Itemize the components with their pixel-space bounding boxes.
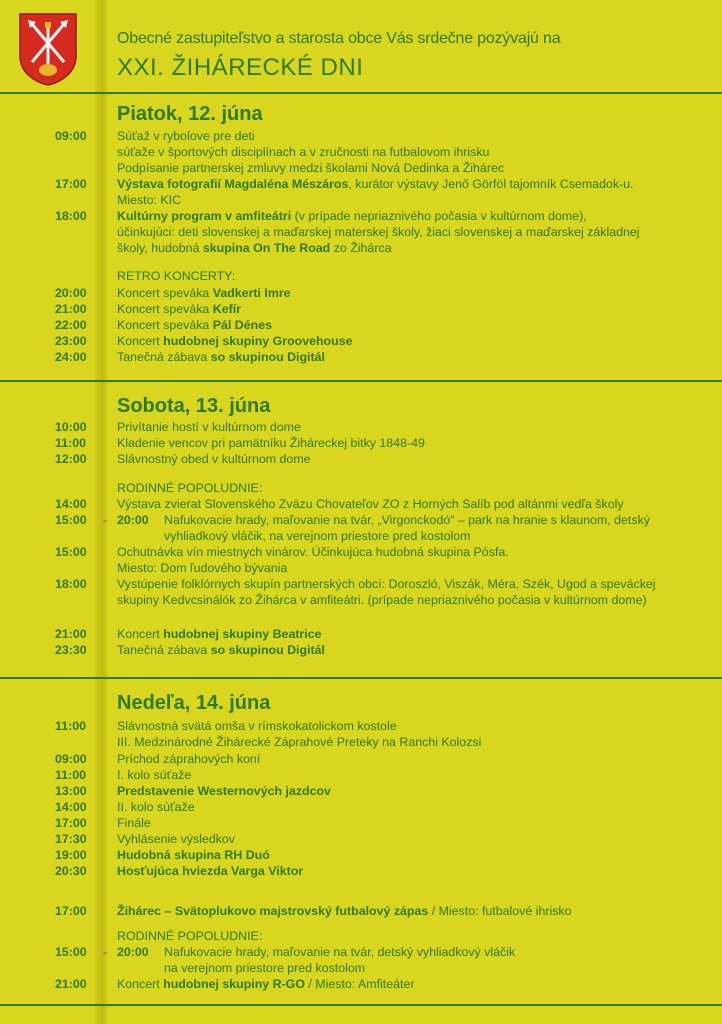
event-text: Koncert speváka [117,302,213,316]
schedule-row [0,317,722,333]
schedule-row [0,192,722,208]
event-highlight: Kultúrny program v amfiteátri [117,209,292,223]
schedule-row [0,301,722,317]
schedule-row [0,815,722,831]
event-time: 11:00 [55,768,87,782]
schedule-row [0,944,722,960]
event-end-time: 20:00 [117,945,149,959]
event-text: I. kolo súťaže [117,768,192,782]
schedule-row [0,960,722,976]
event-highlight: Výstava fotografií Magdaléna Mészáros [117,177,349,191]
schedule-row [0,160,722,176]
event-description [117,734,481,750]
event-text: Ochutnávka vín miestnych vinárov. Účinkujúca hudobná skupina Pósfa. [117,545,509,559]
event-description [117,626,322,642]
event-text: Koncert [117,977,164,991]
event-description [117,863,303,879]
schedule-row [0,451,722,467]
schedule-row [0,903,722,919]
schedule-row [0,576,722,592]
header-invitation-line: Obecné zastupiteľstvo a starosta obce Vás srdečne pozývajú na [117,30,561,47]
event-description [117,435,425,451]
event-time: 24:00 [55,350,87,364]
event-text: Koncert speváka [117,318,213,332]
event-text: Nafukovacie hrady, maľovanie na tvár, „Virgonckodó“ – park na hranie s klaunom, detský [164,513,650,527]
event-description [117,192,181,208]
schedule-row [0,496,722,512]
event-time: 11:00 [55,436,87,450]
event-text: účinkujúci: deti slovenskej a maďarskej materskej školy, žiaci slovenskej a maďarskej základnej [117,225,640,239]
event-text: / Miesto: Amfiteáter [304,977,415,991]
event-text: súťaže v športových disciplínach a v zručnosti na futbalovom ihrisku [117,145,490,159]
event-description [117,176,633,192]
event-text: Výstava zvierat Slovenského Zväzu Chovateľov ZO z Horných Salíb pod altánmi vedľa školy [117,497,624,511]
event-time: 18:00 [55,209,87,223]
schedule-row [0,783,722,799]
event-text: Koncert [117,334,164,348]
event-description [117,333,352,349]
event-text: III. Medzinárodné Žihárecké Záprahové Preteky na Ranchi Kolozsi [117,735,482,749]
event-time: 09:00 [55,129,87,143]
event-text: Miesto: Dom ľudového bývania [117,561,288,575]
event-time: 20:00 [55,286,87,300]
schedule-row [0,847,722,863]
event-description [117,847,270,863]
event-time: 23:30 [55,643,87,657]
event-text: Finále [117,816,151,830]
event-text: Koncert speváka [117,286,213,300]
event-text: na verejnom priestore pred kostolom [164,961,366,975]
event-time: 21:00 [55,302,87,316]
schedule-row [0,128,722,144]
event-description [117,144,489,160]
schedule-row [0,285,722,301]
event-description [117,496,624,512]
event-description [117,285,291,301]
event-text: (v prípade nepriaznivého počasia v kultúrnom dome), [291,209,587,223]
event-description [164,944,515,960]
event-time: 14:00 [55,497,87,511]
event-time: 15:00 [55,945,87,959]
event-description [117,815,151,831]
event-text: Kladenie vencov pri pamätníku Žiháreckej bitky 1848-49 [117,436,425,450]
schedule-row [0,544,722,560]
event-text: , kurátor výstavy Jenő Görföl tajomník Csemadok-u. [348,177,634,191]
event-description [117,751,260,767]
event-text: Vystúpenie folklórnych skupín partnerských obcí: Doroszló, Viszák, Méra, Szék, Ugod a speváckej [117,577,656,591]
event-text: skupiny Kedvcsinálók zo Žihárca v amfiteátri. (prípade nepriaznivého počasia v kultúrnom dome) [117,593,647,607]
schedule-row [0,767,722,783]
event-time: 19:00 [55,848,87,862]
schedule-row [0,831,722,847]
event-time: 17:00 [55,816,87,830]
event-description [164,512,650,528]
event-description [117,831,235,847]
event-time: 12:00 [55,452,87,466]
event-description [117,317,272,333]
day-heading-sunday: Nedeľa, 14. júna [117,692,271,714]
event-time: 10:00 [55,420,87,434]
event-time: 23:00 [55,334,87,348]
event-highlight: hudobnej skupiny Groovehouse [163,334,353,348]
event-description [117,349,325,365]
schedule-row [0,863,722,879]
schedule-row [0,799,722,815]
time-range-dash: - [103,945,108,959]
event-description [117,224,640,240]
schedule-row [0,240,722,256]
event-description [117,480,262,496]
event-text: zo Žihárca [330,241,392,255]
event-text: II. kolo súťaže [117,800,195,814]
schedule-row [0,512,722,528]
event-highlight: Pál Dénes [212,318,272,332]
schedule-row [0,333,722,349]
event-description [117,451,311,467]
event-text: Nafukovacie hrady, maľovanie na tvár, detský vyhliadkový vláčik [164,945,516,959]
event-end-time: 20:00 [117,513,149,527]
day-heading-saturday: Sobota, 13. júna [117,395,271,417]
schedule-row [0,734,722,750]
event-text: / Miesto: futbalové ihrisko [428,904,572,918]
schedule-row [0,349,722,365]
schedule-row [0,480,722,496]
schedule-row [0,626,722,642]
schedule-row [0,928,722,944]
schedule-row [0,224,722,240]
event-text: vyhliadkový vláčik, na verejnom priestore pred kostolom [164,529,471,543]
schedule-row [0,208,722,224]
event-highlight: Predstavenie Westernových jazdcov [117,784,331,798]
event-text: RODINNÉ POPOLUDNIE: [117,481,263,495]
event-text: Slávnostný obed v kultúrnom dome [117,452,311,466]
event-time: 21:00 [55,977,87,991]
event-description [117,592,647,608]
event-highlight: hudobnej skupiny Beatrice [163,627,322,641]
event-text: RODINNÉ POPOLUDNIE: [117,929,263,943]
schedule-row [0,144,722,160]
event-text: školy, hudobná [117,241,203,255]
event-highlight: so skupinou Digitál [210,350,325,364]
event-description [117,928,262,944]
event-description [117,576,656,592]
event-description [164,960,365,976]
event-description [117,160,504,176]
event-time: 17:30 [55,832,87,846]
municipal-crest-icon [18,12,78,86]
event-description [117,642,325,658]
event-description [117,560,287,576]
event-description [117,268,235,284]
schedule-row [0,419,722,435]
event-time: 17:00 [55,177,87,191]
schedule-row [0,268,722,284]
schedule-row [0,435,722,451]
event-text: Príchod záprahových koní [117,752,261,766]
divider [0,380,722,382]
schedule-row [0,751,722,767]
schedule-row [0,718,722,734]
event-text: Podpísanie partnerskej zmluvy medzi školami Nová Dedinka a Žihárec [117,161,505,175]
event-time: 13:00 [55,784,87,798]
event-highlight: Hudobná skupina RH Duó [117,848,270,862]
event-time: 09:00 [55,752,87,766]
event-description [117,544,509,560]
event-text: Tanečná zábava [117,643,211,657]
event-description [117,976,414,992]
divider [0,677,722,679]
event-description [164,528,470,544]
event-time: 11:00 [55,719,87,733]
event-description [117,240,392,256]
day-heading-friday: Piatok, 12. júna [117,103,263,125]
schedule-row [0,176,722,192]
event-text: Koncert [117,627,164,641]
event-text: Miesto: KIC [117,193,182,207]
event-time: 20:30 [55,864,87,878]
event-text: Tanečná zábava [117,350,211,364]
event-highlight: skupina On The Road [202,241,331,255]
event-time: 18:00 [55,577,87,591]
event-time: 22:00 [55,318,87,332]
event-time: 15:00 [55,545,87,559]
event-time: 14:00 [55,800,87,814]
event-text: Súťaž v rybolove pre deti [117,129,255,143]
event-description [117,783,331,799]
schedule-row [0,528,722,544]
event-time: 17:00 [55,904,87,918]
divider [0,92,722,94]
event-description [117,419,301,435]
event-text: Vyhlásenie výsledkov [117,832,236,846]
event-highlight: Hosťujúca hviezda Varga Viktor [117,864,304,878]
event-text: Privítanie hostí v kultúrnom dome [117,420,301,434]
header-event-title: XXI. ŽIHÁRECKÉ DNI [117,54,364,81]
event-highlight: hudobnej skupiny R-GO [163,977,305,991]
event-text: Slávnostná svätá omša v rímskokatolickom kostole [117,719,397,733]
schedule-row [0,560,722,576]
event-highlight: so skupinou Digitál [210,643,325,657]
event-description [117,128,255,144]
event-highlight: Kefír [212,302,241,316]
event-description [117,208,587,224]
event-highlight: Vadkerti Imre [212,286,291,300]
event-description [117,903,572,919]
divider [0,1004,722,1006]
event-description [117,767,191,783]
time-range-dash: - [103,513,108,527]
event-description [117,718,397,734]
schedule-row [0,976,722,992]
event-time: 15:00 [55,513,87,527]
event-text: RETRO KONCERTY: [117,269,236,283]
schedule-row [0,642,722,658]
event-time: 21:00 [55,627,87,641]
schedule-row [0,592,722,608]
event-description [117,799,195,815]
event-highlight: Žihárec – Svätoplukovo majstrovský futbalový zápas [117,904,429,918]
event-description [117,301,241,317]
